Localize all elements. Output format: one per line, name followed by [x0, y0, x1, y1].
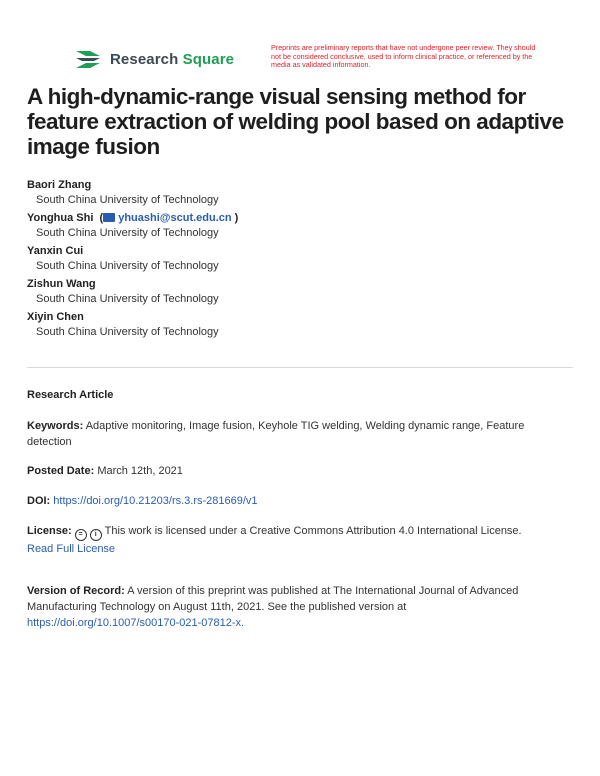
cc-icon: =: [75, 529, 87, 541]
research-square-logo-icon: [74, 48, 102, 70]
license-field: [27, 523, 557, 557]
posted-date-value: March 12th, 2021: [97, 465, 183, 477]
author-affiliation: South China University of Technology: [36, 194, 219, 206]
author-name: Zishun Wang: [27, 278, 96, 290]
author-list: [27, 178, 567, 343]
mail-icon: [103, 213, 115, 222]
author-affiliation: South China University of Technology: [36, 293, 219, 305]
cc-by-icon: i: [90, 529, 102, 541]
version-of-record-text: A version of this preprint was published at The International Journal of Advanced Manufacturing Technology on August 11th, 2021. See the published version at: [27, 585, 519, 613]
author-entry: [27, 211, 567, 241]
author-name: Xiyin Chen: [27, 311, 84, 323]
author-email-link[interactable]: yhuashi@scut.edu.cn: [118, 212, 232, 224]
author-entry: [27, 310, 567, 340]
author-affiliation: South China University of Technology: [36, 227, 219, 239]
read-full-license-link[interactable]: Read Full License: [27, 543, 116, 555]
license-label: License:: [27, 525, 72, 537]
doi-label: DOI:: [27, 495, 51, 507]
article-type-label: Research Article: [27, 389, 114, 401]
article-type: [27, 387, 557, 403]
section-divider: [27, 367, 573, 368]
author-name-line: [27, 211, 567, 226]
keywords-field: [27, 418, 557, 450]
posted-date-label: Posted Date:: [27, 465, 95, 477]
logo-wordmark: [110, 51, 234, 68]
author-name: Yonghua Shi: [27, 212, 94, 224]
version-of-record-link[interactable]: https://doi.org/10.1007/s00170-021-07812-x.: [27, 617, 245, 629]
version-of-record-field: [27, 583, 557, 631]
logo-research: Research: [110, 50, 179, 68]
license-text: This work is licensed under a Creative Commons Attribution 4.0 International License.: [104, 525, 522, 537]
author-affiliation: South China University of Technology: [36, 326, 219, 338]
author-entry: [27, 244, 567, 274]
logo-square: Square: [182, 50, 235, 68]
keywords-value: Adaptive monitoring, Image fusion, Keyhole TIG welding, Welding dynamic range, Feature detection: [27, 420, 525, 448]
keywords-label: Keywords:: [27, 420, 84, 432]
author-affiliation: South China University of Technology: [36, 260, 219, 272]
paper-title: A high-dynamic-range visual sensing method for feature extraction of welding pool based on adaptive image fusion: [27, 84, 564, 159]
doi-field: [27, 493, 557, 509]
doi-link[interactable]: https://doi.org/10.21203/rs.3.rs-281669/v1: [53, 495, 258, 507]
preprint-disclaimer: Preprints are preliminary reports that have not undergone peer review. They should not be considered conclusive, used to inform clinical practice, or referenced by the media as validated information.: [271, 43, 536, 70]
posted-date-field: [27, 463, 557, 479]
version-of-record-label: Version of Record:: [27, 585, 125, 597]
author-name: Yanxin Cui: [27, 245, 84, 257]
email-paren-close: ): [231, 212, 239, 224]
author-entry: [27, 277, 567, 307]
author-name: Baori Zhang: [27, 179, 92, 191]
research-square-logo[interactable]: [74, 48, 234, 70]
email-paren-open: (: [96, 212, 104, 224]
author-entry: [27, 178, 567, 208]
